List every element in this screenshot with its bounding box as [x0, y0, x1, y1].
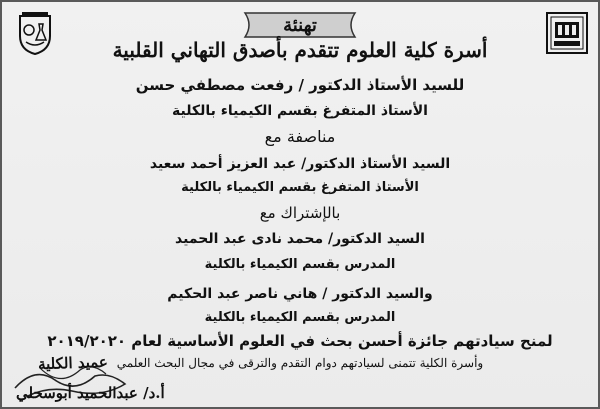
- intro-line: أسرة كلية العلوم تتقدم بأصدق التهاني القلبية: [112, 38, 488, 62]
- person1-title: الأستاذ المتفرغ بقسم الكيمياء بالكلية: [172, 103, 428, 119]
- person1-name: للسيد الأستاذ الدكتور / رفعت مصطفي حسن: [135, 76, 465, 94]
- congratulations-banner: [235, 10, 365, 40]
- wish-line: وأسرة الكلية تتمنى لسيادتهم دوام التقدم والترقى في مجال البحث العلمي: [116, 356, 484, 370]
- dean-title: عميد الكلية: [37, 352, 109, 374]
- jointly-line: بالإشتراك مع: [259, 204, 341, 222]
- dean-name: أ.د/ عبدالحميد أبوسحلي: [16, 384, 165, 402]
- person4-name: والسيد الدكتور / هاني ناصر عبد الحكيم: [167, 286, 433, 302]
- person3-name: السيد الدكتور/ محمد نادى عبد الحميد: [175, 231, 425, 247]
- person2-title: الأستاذ المتفرغ بقسم الكيمياء بالكلية: [181, 180, 419, 195]
- banner-title: تهنئة: [283, 14, 317, 36]
- person2-name: السيد الأستاذ الدكتور/ عبد العزيز أحمد سعيد: [149, 156, 451, 172]
- person3-title: المدرس بقسم الكيمياء بالكلية: [204, 257, 396, 272]
- person4-title: المدرس بقسم الكيمياء بالكلية: [204, 310, 396, 325]
- sharing-line: مناصفة مع: [264, 127, 336, 146]
- award-line: لمنح سيادتهم جائزة أحسن بحث في العلوم الأساسية لعام ٢٠١٩/٢٠٢٠: [47, 332, 553, 350]
